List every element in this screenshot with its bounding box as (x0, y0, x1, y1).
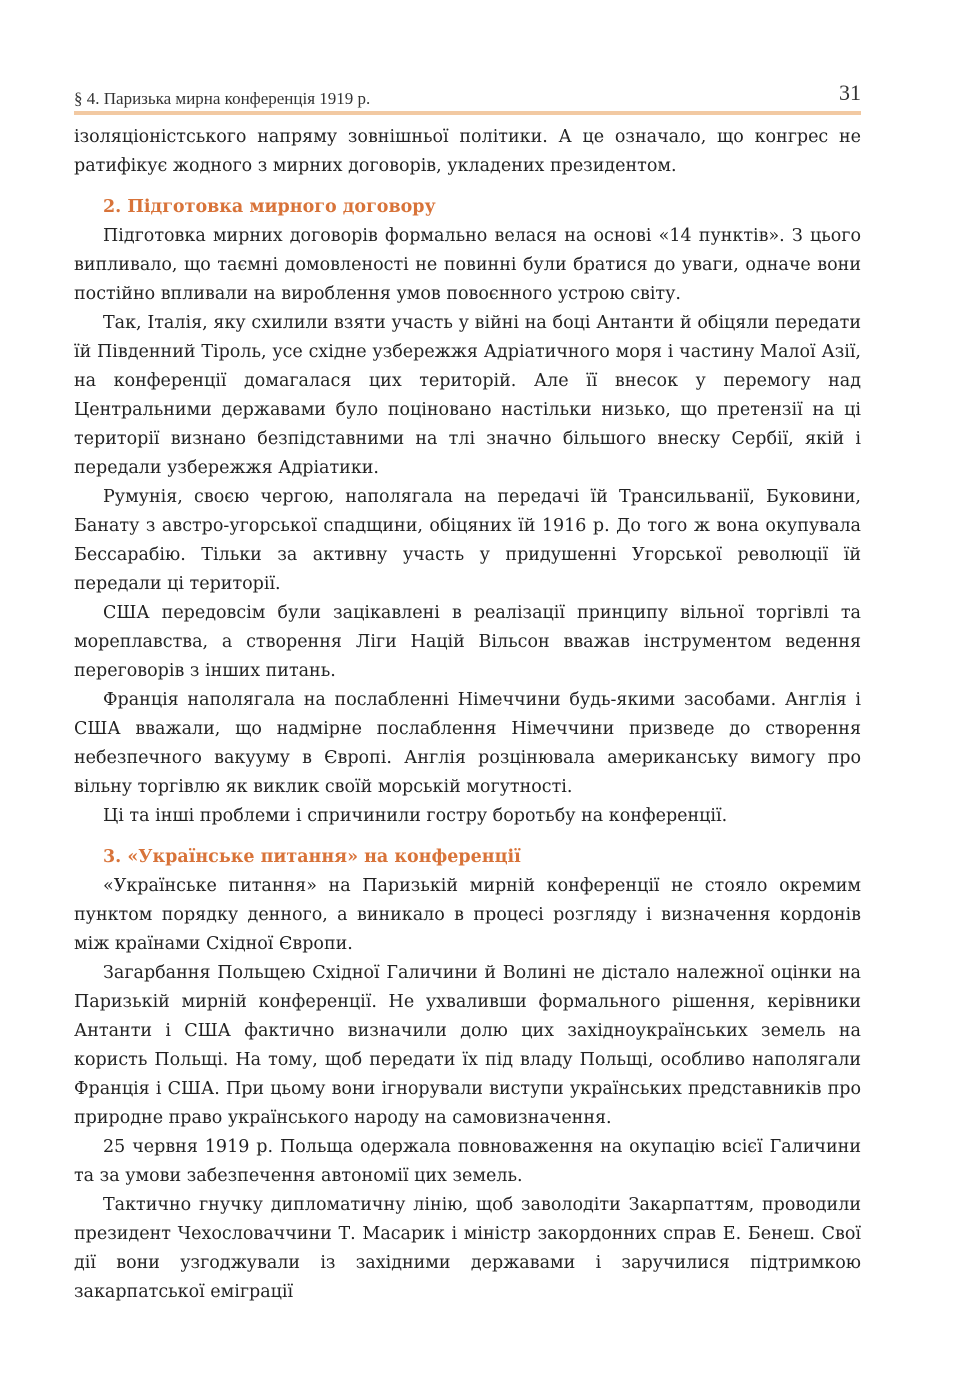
running-header (74, 0, 861, 111)
paragraph: Підготовка мирних договорів формально велася на основі «14 пунктів». З цього випливало, що таємні домовленості не повинні були братися до уваги, одначе вони постійно впливали на вироблення умов повоєнного устрою світу. (74, 226, 861, 304)
running-title: § 4. Паризька мирна конференція 1919 р. (74, 89, 371, 108)
paragraph: Франція наполягала на послабленні Німеччини будь-якими засобами. Англія і США вважали, що надмірне послаблення Німеччини призведе до створення небезпечного вакууму в Європі. Англія розцінювала американську вимогу про вільну торгівлю як виклик своїй морській могутності. (74, 690, 861, 797)
paragraph: Тактично гнучку дипломатичну лінію, щоб заволодіти Закарпаттям, проводили президент Чехословаччини Т. Масарик і міністр закордонних справ Е. Бенеш. Свої дії вони узгоджували із західними державами і заручилися підтримкою закарпатської еміграції (74, 1195, 861, 1302)
paragraph: 25 червня 1919 р. Польща одержала повноваження на окупацію всієї Галичини та за умови забезпечення автономії цих земель. (74, 1137, 861, 1186)
page-content (74, 123, 861, 1307)
paragraph: Загарбання Польщею Східної Галичини й Волині не дістало належної оцінки на Паризькій мирній конференції. Не ухваливши формального рішення, керівники Антанти і США фактично визначили долю цих західноукраїнських земель на користь Польщі. На тому, щоб передати їх під владу Польщі, особливо наполягали Франція і США. При цьому вони ігнорували виступи українських представників про природне право українського народу на самовизначення. (74, 963, 861, 1128)
paragraph: Румунія, своєю чергою, наполягала на передачі їй Трансильванії, Буковини, Банату з австро-угорської спадщини, обіцяних їй 1916 р. До того ж вона окупувала Бессарабію. Тільки за активну участь у придушенні Угорської революції їй передали ці території. (74, 487, 861, 594)
paragraph: «Українське питання» на Паризькій мирній конференції не стояло окремим пунктом порядку денного, а виникало в процесі розгляду і визначення кордонів між країнами Східної Європи. (74, 876, 861, 954)
header-rule (74, 111, 861, 115)
section-heading-ukrainian-question: 3. «Українське питання» на конференції (103, 847, 521, 867)
page-number: 31 (839, 80, 861, 105)
paragraph: Ці та інші проблеми і спричинили гостру боротьбу на конференції. (103, 806, 728, 826)
continued-paragraph: ізоляціоністського напряму зовнішньої політики. А це означало, що конгрес не ратифікує жодного з мирних договорів, укладених президентом. (74, 127, 861, 176)
paragraph: США передовсім були зацікавлені в реалізації принципу вільної торгівлі та мореплавства, а створення Ліги Націй Вільсон вважав інструментом ведення переговорів з інших питань. (74, 603, 861, 681)
paragraph: Так, Італія, яку схилили взяти участь у війні на боці Антанти й обіцяли передати їй Південний Тіроль, усе східне узбережжя Адріатичного моря і частину Малої Азії, на конференції домагалася цих територій. Але її внесок у перемогу над Центральними державами було поціновано настільки низько, що претензії на ці території визнано безпідставними на тлі значно більшого внеску Сербії, якій і передали узбережжя Адріатики. (74, 313, 861, 478)
document-page (74, 0, 861, 1302)
section-heading-preparation: 2. Підготовка мирного договору (103, 197, 436, 217)
